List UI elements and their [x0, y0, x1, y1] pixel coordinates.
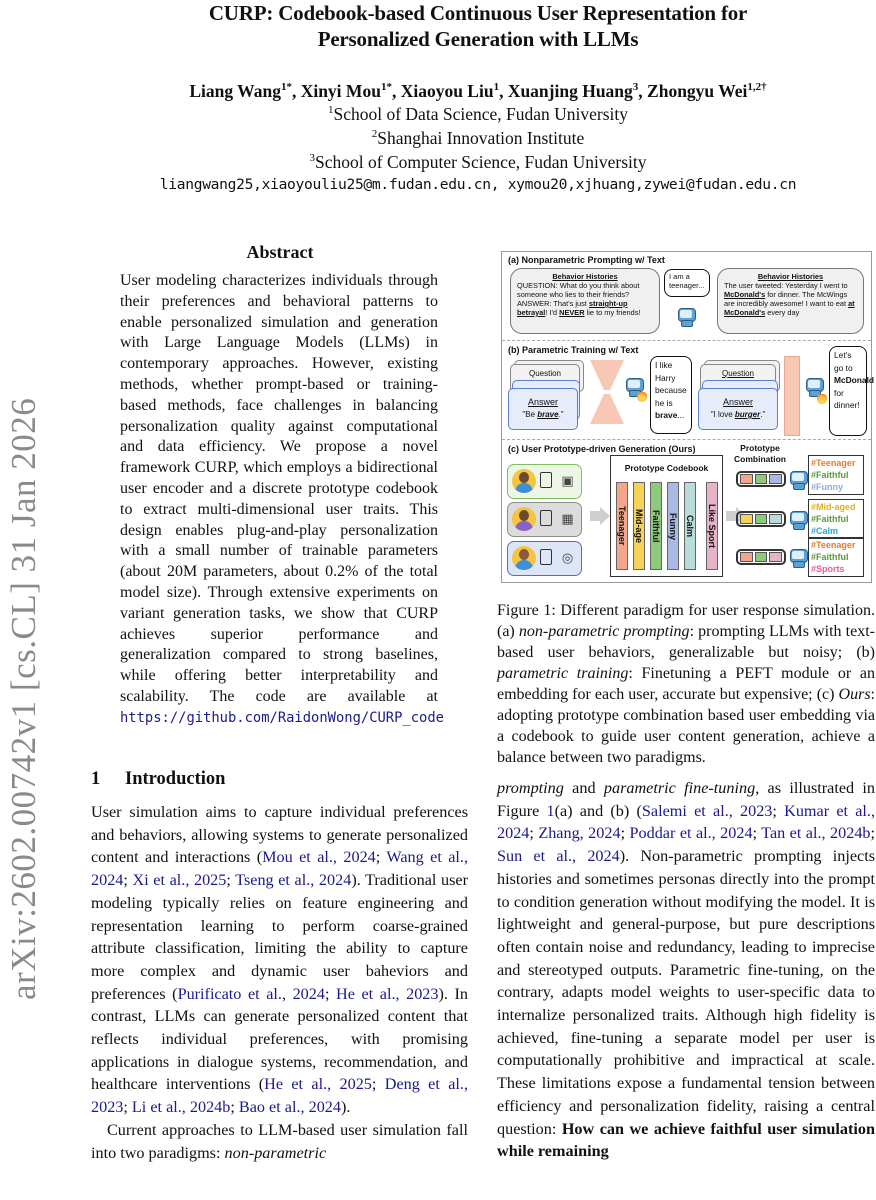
tag: #Teenager	[811, 540, 856, 550]
prototype-combination-1	[736, 471, 786, 487]
tag: #Faithful	[811, 470, 849, 480]
tag: #Funny	[811, 482, 844, 492]
card-label: Question	[721, 369, 755, 378]
box-heading: Behavior Histories	[757, 272, 824, 281]
author: Xuanjing Huang	[507, 81, 633, 101]
underlined-text: McDonald's	[724, 290, 766, 299]
location-pin-icon: ◎	[561, 550, 574, 565]
affiliation-1	[80, 102, 876, 126]
text: ."	[558, 410, 564, 419]
citation-link[interactable]: Poddar et al., 2024	[629, 824, 753, 843]
card-quote	[699, 410, 777, 420]
text: ! I'd	[545, 308, 560, 317]
text: ). In contrast, LLMs can generate personalized content that reflects individual preferences, with promising applications in dialogue systems, recommendation, and healthcare interventions (	[91, 984, 468, 1094]
text: (a) and (b) (	[554, 801, 642, 820]
abstract-text: User modeling characterizes individuals through their preferences and behavioral patterns to enable personalized simulation and generation with Large Language Models (LLMs) in contemporary approaches. However, existing methods, whether prompt-based or training-based methods, face challenges in balancing personalization quality against computational and data efficiency. We propose a novel framework CURP, which employs a bidirectional user encoder and a discrete prototype codebook to extract multi-dimensional user traits. This design enables plug-and-play personalization with a small number of trainable parameters (about 20M parameters, about 0.2% of the total model size). Through extensive experiments on variant generation tasks, we show that CURP achieves superior performance and generalization compared to strong baselines, while offering better interpretability and scalability. The code are available at	[120, 272, 438, 705]
tag: #Faithful	[811, 514, 849, 524]
text: ...	[677, 410, 685, 420]
tag: #Mid-aged	[811, 502, 856, 512]
behavior-history-box-left	[510, 268, 660, 334]
arrow-icon	[726, 511, 736, 521]
card-quote	[509, 410, 577, 420]
section-title: Introduction	[125, 769, 226, 789]
citation-link[interactable]: Li et al., 2024b	[131, 1098, 231, 1117]
user-avatar	[512, 507, 536, 531]
affil-mark: 3	[309, 152, 315, 165]
emphasis: parametric training	[497, 665, 629, 682]
prototype-faithful: Faithful	[650, 482, 662, 570]
question-text: QUESTION: What do you think about someone who lies to their friends?	[517, 281, 640, 299]
presentation-icon: ▣	[561, 473, 574, 488]
affil-mark: 1	[327, 104, 334, 117]
affil-mark: 2	[371, 128, 378, 141]
user-row-2	[507, 502, 582, 537]
trait-tags-1	[808, 455, 864, 495]
intro-paragraph-2-cont: prompting and parametric fine-tuning, as illustrated in Figure 1(a) and (b) (Salemi et al., 2023; Kumar et al., 2024; Zhang, 2024; Poddar et al., 2024; Tan et al., 2024b; Sun et al., 2024). Non-parametric prompting injects histories and sometimes personas directly into the prompt to condition generation without modifying the model. It is lightweight and general-purpose, but pure descriptions often contain noise and redundancy, leading to imprecise and stereotyped outputs. Parametric fine-tuning, on the contrary, adapts model weights to user-specific data to internalize personalized traits. Although high fidelity is achieved, fine-tuning a separate model per user is computationally prohibitive and impractical at scale. These limitations expose a fundamental tension between efficiency and personalization fidelity, raising a central question: How can we achieve faithful user simulation while remaining	[497, 779, 876, 1161]
newspaper-icon: ▦	[561, 511, 574, 526]
robot-icon	[788, 507, 808, 529]
card-label: Answer	[527, 397, 558, 407]
author-affil-mark: 3	[632, 81, 639, 94]
intro-right-column	[497, 777, 875, 1163]
prototype-combination-2	[736, 511, 786, 527]
text: Figure 1: Different paradigm for user response simulation. (a)	[497, 602, 875, 640]
history-document-icon	[540, 510, 552, 526]
text: I like Harry because he is	[655, 360, 687, 408]
affil-text: School of Computer Science, Fudan University	[315, 152, 647, 172]
text: : prompting LLMs with text-based user behaviors, generalizable but noisy; (b)	[497, 623, 875, 661]
text: ;	[371, 1075, 385, 1094]
section-number: 1	[91, 769, 101, 789]
author-affil-mark: 1,2†	[747, 81, 767, 94]
robot-icon	[788, 545, 808, 567]
author-affil-mark: 1*	[280, 81, 292, 94]
author: Xiaoyou Liu	[400, 81, 494, 101]
text: : adopting prototype combination based user embedding via a codebook to guide user content generation, achieve a balance between two paradigms.	[497, 686, 875, 766]
emphasis: parametric fine-tuning	[603, 779, 756, 797]
citation-link[interactable]: Bao et al., 2024	[238, 1098, 341, 1117]
title-line-1: CURP: Codebook-based Continuous User Representation for	[208, 1, 748, 25]
text: every day	[765, 308, 800, 317]
text: ."	[760, 410, 766, 419]
tag: #Faithful	[811, 552, 849, 562]
prototype-codebook	[610, 455, 723, 577]
text: ;	[230, 1098, 239, 1117]
answer-card	[508, 388, 578, 430]
text: lie to my friends!	[584, 308, 641, 317]
citation-link[interactable]: Salemi et al., 2023	[641, 801, 773, 820]
citation-link[interactable]: He et al., 2023	[336, 984, 439, 1003]
robot-icon	[788, 467, 808, 489]
paper-title	[80, 0, 876, 52]
text: User simulation aims to capture individual preferences and behaviors, allowing systems to generate personalized content and interactions (	[91, 803, 468, 867]
text: for dinner!	[834, 387, 860, 410]
fire-icon	[637, 390, 647, 402]
emphasis: McDonald	[834, 375, 875, 385]
text: "I love	[710, 410, 735, 419]
prototype-combination-3	[736, 549, 786, 565]
emphasis: Ours	[838, 686, 871, 703]
encoder-hourglass-icon	[590, 360, 624, 424]
prototype-mid-age: Mid-age	[633, 482, 645, 570]
affiliation-3	[80, 150, 876, 174]
prototype-funny: Funny	[667, 482, 679, 570]
tag: #Teenager	[811, 458, 856, 468]
card-label: Answer	[722, 397, 753, 407]
figure-panel-c	[502, 441, 871, 582]
peft-module-block	[784, 356, 800, 436]
panel-a-label: (a) Nonparametric Prompting w/ Text	[508, 255, 665, 265]
text: and	[563, 779, 604, 797]
underlined-text: NEVER	[559, 308, 585, 317]
speech-bubble	[829, 346, 875, 436]
emphasis: prompting	[497, 779, 564, 797]
prototype-calm: Calm	[684, 482, 696, 570]
citation-link[interactable]: Sun et al., 2024	[497, 847, 620, 866]
underlined-text: at McDonald's	[724, 299, 855, 317]
fire-icon	[817, 392, 827, 404]
affil-text: School of Data Science, Fudan University	[333, 104, 629, 124]
arrow-icon	[590, 511, 600, 521]
emphasis: non-parametric prompting	[518, 623, 690, 640]
underlined-text: straight-up betrayal	[517, 299, 628, 317]
intro-paragraph-1	[91, 801, 468, 1119]
author-affil-mark: 1*	[380, 81, 392, 94]
text: ;	[123, 1098, 132, 1117]
emphasis: burger	[734, 410, 761, 419]
emphasis: non-parametric	[224, 1143, 327, 1162]
text: ;	[123, 871, 133, 890]
box-heading: Behavior Histories	[552, 272, 618, 281]
speech-bubble: I am a teenager...	[664, 269, 710, 297]
figure-1-caption	[497, 600, 875, 768]
citation-link[interactable]: Kumar et al., 2024	[497, 801, 876, 843]
text: The user tweeted: Yesterday I went to	[724, 281, 848, 290]
affil-text: Shanghai Innovation Institute	[377, 128, 585, 148]
author: Zhongyu Wei	[647, 81, 748, 101]
arxiv-stamp: arXiv:2602.00742v1 [cs.CL] 31 Jan 2026	[4, 397, 43, 1000]
emphasis: brave	[655, 410, 678, 420]
arrow-head-icon	[600, 507, 610, 525]
text: : Finetuning a PEFT module or an embedding for each user, accurate but expensive; (c)	[497, 665, 875, 703]
trait-tags-3	[808, 537, 864, 577]
emphasis: brave	[537, 410, 559, 419]
panel-b-label: (b) Parametric Training w/ Text	[508, 345, 639, 355]
text: ;	[375, 848, 387, 867]
text: "Be	[522, 410, 538, 419]
trait-tags-2	[808, 499, 864, 539]
text: ;	[324, 984, 337, 1003]
answer-card	[698, 388, 778, 430]
citation-link[interactable]: Purificato et al., 2024	[177, 984, 325, 1003]
citation-link[interactable]: Zhang, 2024	[538, 824, 621, 843]
intro-paragraph-2	[91, 1119, 468, 1164]
figure-1	[501, 251, 875, 583]
abstract-heading: Abstract	[246, 242, 314, 262]
user-row-3	[507, 541, 582, 576]
user-avatar	[512, 546, 536, 570]
tag: #Sports	[811, 564, 845, 574]
history-document-icon	[540, 549, 552, 565]
text: ). Non-parametric prompting injects histories and sometimes personas directly into the prompt to condition generation without modifying the model. It is lightweight and general-purpose, but pure descriptions often contain noise and redundancy, leading to imprecise and stereotyped outputs. Parametric fine-tuning, on the contrary, adapts model weights to user-specific data to internalize personalized traits. Although high fidelity is achieved, fine-tuning a separate model per user is computationally prohibitive and impractical at scale. These limitations expose a fundamental tension between efficiency and personalization fidelity, raising a central question:	[497, 847, 875, 1138]
answer-text	[517, 299, 653, 317]
tweet-text	[724, 281, 857, 317]
text: ). Traditional user modeling typically relies on feature engineering and representation learning to perform coarse-grained attribute classification, limiting the ability to capture more complex and dynamic user baheviors and preferences (	[91, 871, 469, 1003]
author-list: Liang Wang$^{1*}$, Xinyi Mou$^{1*}$, Xiaoyou Liu$^1$, Xuanjing Huang$^3$, Zhongyu Wei$^{1,2\dagger}$	[189, 81, 767, 101]
codebook-title: Prototype Codebook	[624, 463, 709, 473]
affiliation-2	[80, 126, 876, 150]
figure-ref-link[interactable]: 1	[546, 801, 555, 820]
text: for dinner. The McWings are incredibly awesome! I want to eat	[724, 290, 849, 308]
author: Xinyi Mou	[300, 81, 381, 101]
citation-link[interactable]: Wang et al., 2024	[91, 848, 468, 890]
section-heading-introduction	[91, 769, 225, 790]
citation-link[interactable]: Mou et al., 2024	[262, 848, 376, 867]
code-link[interactable]: https://github.com/RaidonWong/CURP_code	[120, 709, 444, 726]
text: , as illustrated in Figure	[497, 779, 876, 820]
text: ANSWER: That's just	[517, 299, 589, 308]
citation-link[interactable]: Tseng et al., 2024	[235, 871, 352, 890]
user-avatar	[512, 469, 536, 493]
robot-icon	[676, 304, 696, 326]
text: Current approaches to LLM-based user simulation fall into two paradigms:	[91, 1120, 468, 1162]
card-label: Question	[528, 369, 562, 378]
intro-left-column	[91, 801, 468, 1164]
text: Let's go to	[834, 350, 853, 373]
figure-panel-a	[502, 252, 871, 341]
prototype-like-sport: Like Sport	[706, 482, 718, 570]
citation-link[interactable]: He et al., 2025	[264, 1075, 372, 1094]
panel-c-label: (c) User Prototype-driven Generation (Ours)	[508, 444, 696, 454]
tag: #Calm	[811, 526, 839, 536]
title-line-2: Personalized Generation with LLMs	[317, 27, 639, 51]
abstract-body	[120, 271, 444, 729]
citation-link[interactable]: Deng et al., 2023	[91, 1075, 468, 1117]
author-emails: liangwang25,xiaoyouliu25@m.fudan.edu.cn, xymou20,xjhuang,zywei@fudan.edu.cn	[159, 176, 797, 193]
text: ).	[340, 1098, 351, 1117]
figure-panel-b	[502, 342, 875, 440]
central-question: How can we achieve faithful user simulation while remaining	[497, 1119, 876, 1161]
prototype-teenager: Teenager	[616, 482, 628, 570]
citation-link[interactable]: Xi et al., 2025	[132, 871, 227, 890]
combination-title: Prototype Combination	[734, 443, 786, 464]
author: Liang Wang	[189, 81, 281, 101]
text: ;	[226, 871, 236, 890]
speech-bubble	[650, 356, 692, 434]
history-document-icon	[540, 472, 552, 488]
citation-link[interactable]: Tan et al., 2024b	[761, 824, 871, 843]
behavior-history-box-right	[717, 268, 864, 334]
author-affil-mark: 1	[493, 81, 500, 94]
user-row-1	[507, 464, 582, 499]
